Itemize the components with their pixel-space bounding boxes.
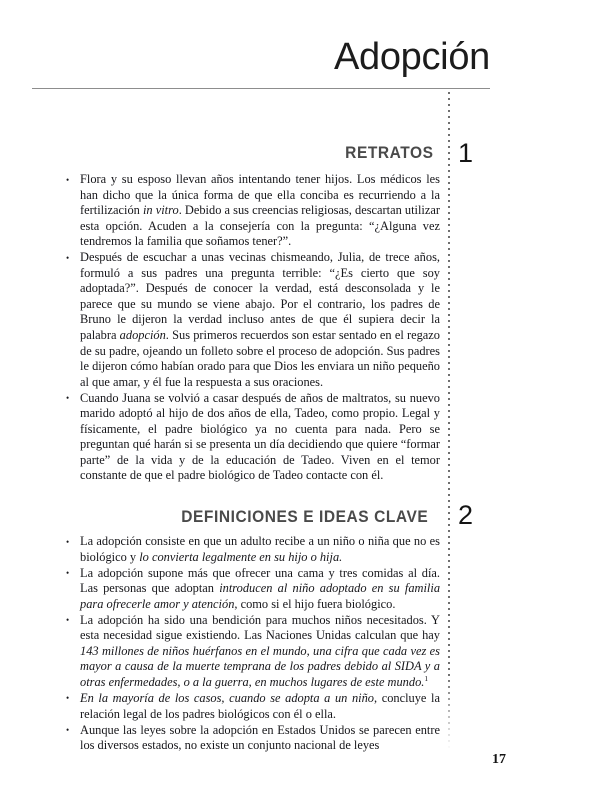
page-number: 17 [492,752,506,767]
section-body-retratos [64,172,440,484]
text-run: Flora y su esposo llevan años intentando tener hijos. Los médicos les han dicho que la única forma de que ella conciba es recurriendo a la fertilización [80,172,440,218]
bullet-item [64,566,440,613]
bullet-item [64,613,440,691]
text-run: La adopción ha sido una bendición para muchos niños necesitados. Y esta necesidad sigue existiendo. Las Naciones Unidas calculan que hay [80,612,440,643]
text-run: La adopción supone más que ofrecer una cama y tres comidas al día. Las personas que adoptan [80,565,440,596]
section-heading-definiciones [60,508,448,527]
bullet-item [64,534,440,565]
text-run: adopción [119,327,166,342]
section-heading-retratos [60,144,448,163]
bullet-item [64,723,440,754]
section-body-definiciones [64,534,440,754]
text-run: 1 [424,673,429,683]
text-run: La adopción consiste en que un adulto recibe a un niño o niña que no es biológico y [80,534,440,564]
page-title: Adopción [333,36,490,78]
title-divider-rule [32,88,490,89]
section-heading-label: RETRATOS [345,144,434,162]
bullet-item [64,691,440,722]
text-run: . Sus primeros recuerdos son estar sentado en el regazo de su padre, ojeando un folleto sobre el proceso de adopción. Sus padres le dijeron cómo habían orado para que Dios les enviara un niño pequeño al que amar, y él fue la respuesta a sus oraciones. [80,327,440,389]
text-run: . Debido a sus creencias religiosas, descartan utilizar esta opción. Acuden a la consejería con la pregunta: “¿Alguna vez tendremos la familia que soñamos tener?”. [80,203,440,249]
text-run: in vitro [142,203,179,218]
text-run: Después de escuchar a unas vecinas chismeando, Julia, de trece años, formuló a sus padres una pregunta terrible: “¿Es cierto que soy adoptada?”. Después de conocer la verdad, está desconsolada y le parece que su mundo se viene abajo. Por el contrario, los padres de Bruno le dijeron la verdad incluso antes de que él supiera decir la palabra [80,250,440,342]
text-run: introducen al niño adoptado en su familia para ofrecerle amor y atención [80,581,441,611]
bullet-item [64,250,440,390]
bullet-item [64,172,440,250]
text-run: En la mayoría de los casos, cuando se adopta a un niño [80,690,374,705]
text-run: Cuando Juana se volvió a casar después de años de maltratos, su nuevo marido adoptó al hijo de dos años de ella, Tadeo, como propio. Legal y físicamente, el padre biológico ya no cuenta para nada. Pero se preguntan qué harán si se presenta un día decidiendo que quiere “formar parte” de la vida y de la educación de Tadeo. Viven en el temor constante de que el padre biológico de Tadeo contacte con él. [80,390,440,483]
text-run: lo convierta legalmente en su hijo o hija. [139,549,343,564]
section-number-2: 2 [458,500,474,530]
section-heading-label: DEFINICIONES E IDEAS CLAVE [181,508,429,526]
dotted-vertical-guide [448,92,450,764]
page-title-block [32,34,490,80]
text-run: 143 millones de niños huérfanos en el mundo, una cifra que cada vez es mayor a causa de la muerte temprana de los padres debido al SIDA y a otras enfermedades, o a la guerra, en muchos lugares de este mundo. [80,643,440,689]
text-run: , concluye la relación legal de los padres biológicos con él o ella. [80,690,440,721]
bullet-list-definiciones [64,534,440,754]
bullet-item [64,391,440,484]
text-run: Aunque las leyes sobre la adopción en Estados Unidos se parecen entre los diversos estados, no existe un conjunto nacional de leyes [80,722,440,753]
bullet-list-retratos [64,172,440,484]
text-run: , como si el hijo fuera biológico. [234,596,396,611]
section-number-1: 1 [458,138,474,168]
